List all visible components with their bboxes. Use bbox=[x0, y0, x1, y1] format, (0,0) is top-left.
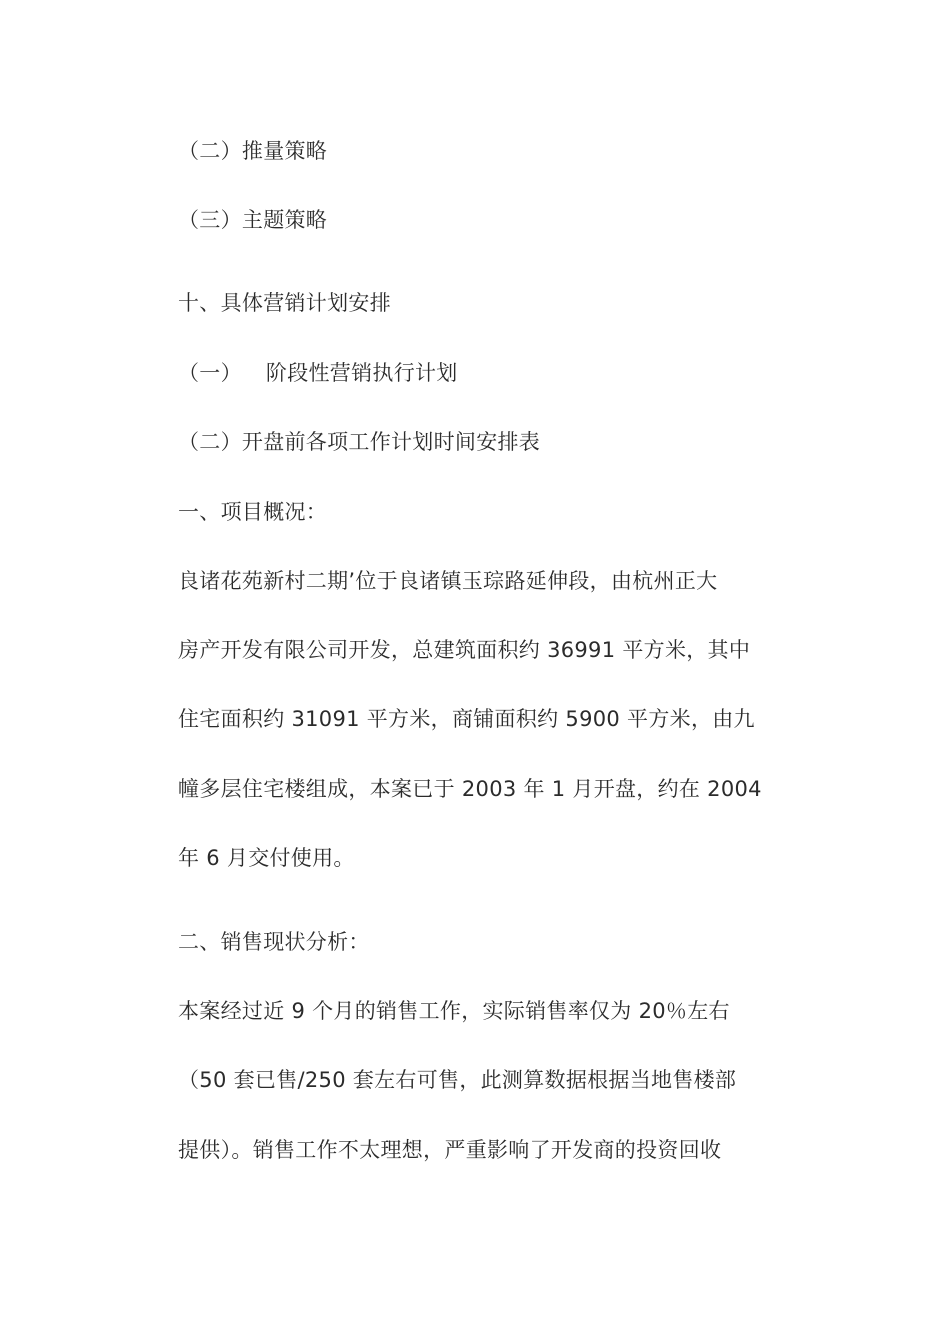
paragraph-line: 年 6 月交付使用。 bbox=[178, 846, 355, 870]
outline-item-label: 阶段性营销执行计划 bbox=[265, 361, 458, 385]
paragraph-line: 住宅面积约 31091 平方米，商铺面积约 5900 平方米，由九 bbox=[178, 707, 755, 731]
outline-item-theme-strategy: （三）主题策略 bbox=[178, 208, 328, 232]
section-heading-project-overview: 一、项目概况： bbox=[178, 500, 328, 524]
paragraph-line: 房产开发有限公司开发，总建筑面积约 36991 平方米，其中 bbox=[178, 638, 751, 662]
outline-item-phased-plan bbox=[178, 358, 458, 388]
paragraph-line: 提供）。销售工作不太理想，严重影响了开发商的投资回收 bbox=[178, 1138, 722, 1162]
paragraph-line: （50 套已售/250 套左右可售，此测算数据根据当地售楼部 bbox=[178, 1068, 737, 1092]
section-heading-sales-analysis: 二、销售现状分析： bbox=[178, 930, 370, 954]
outline-item-preopening-schedule: （二）开盘前各项工作计划时间安排表 bbox=[178, 430, 541, 454]
paragraph-line: 本案经过近 9 个月的销售工作，实际销售率仅为 20％左右 bbox=[178, 999, 730, 1023]
outline-item-promotion-strategy: （二）推量策略 bbox=[178, 139, 328, 163]
outline-item-number: （一） bbox=[178, 361, 242, 385]
paragraph-line: 良诸花苑新村二期’位于良诸镇玉琮路延伸段，由杭州正大 bbox=[178, 569, 718, 593]
section-heading-marketing-plan: 十、具体营销计划安排 bbox=[178, 291, 391, 315]
paragraph-line: 幢多层住宅楼组成，本案已于 2003 年 1 月开盘，约在 2004 bbox=[178, 777, 762, 801]
